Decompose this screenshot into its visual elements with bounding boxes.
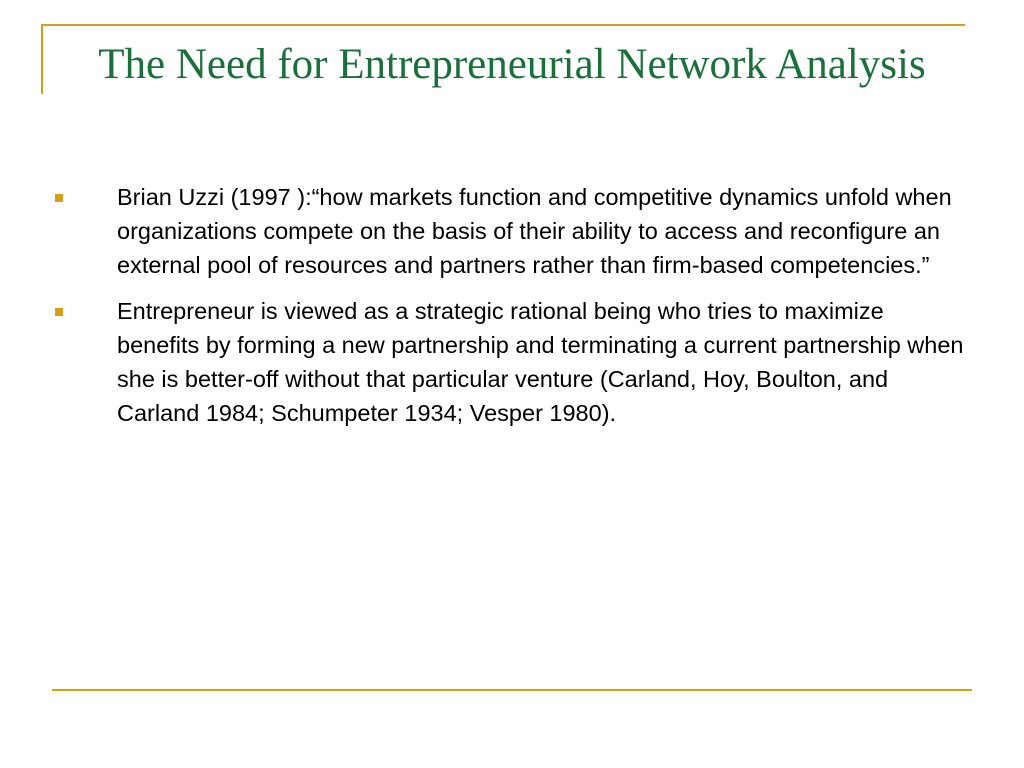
slide-title: The Need for Entrepreneurial Network Analysis <box>98 41 926 88</box>
bullet-text: Entrepreneur is viewed as a strategic rational being who tries to maximize benefits by forming a new partnership and terminating a current partnership when she is better-off without that particular venture (Carland, Hoy, Boulton, and Carland 1984; Schumpeter 1934; Vesper 1980). <box>117 298 964 426</box>
top-divider <box>41 24 965 26</box>
left-divider <box>41 24 43 94</box>
bottom-divider <box>52 689 972 691</box>
square-bullet-icon <box>55 308 63 316</box>
bullet-list <box>55 180 970 442</box>
bullet-text: Brian Uzzi (1997 ):“how markets function and competitive dynamics unfold when organizations compete on the basis of their ability to access and reconfigure an external pool of resources and partners rather than firm-based competencies.” <box>117 184 952 278</box>
bullet-item <box>55 180 970 282</box>
square-bullet-icon <box>55 194 63 202</box>
bullet-item <box>55 294 970 430</box>
